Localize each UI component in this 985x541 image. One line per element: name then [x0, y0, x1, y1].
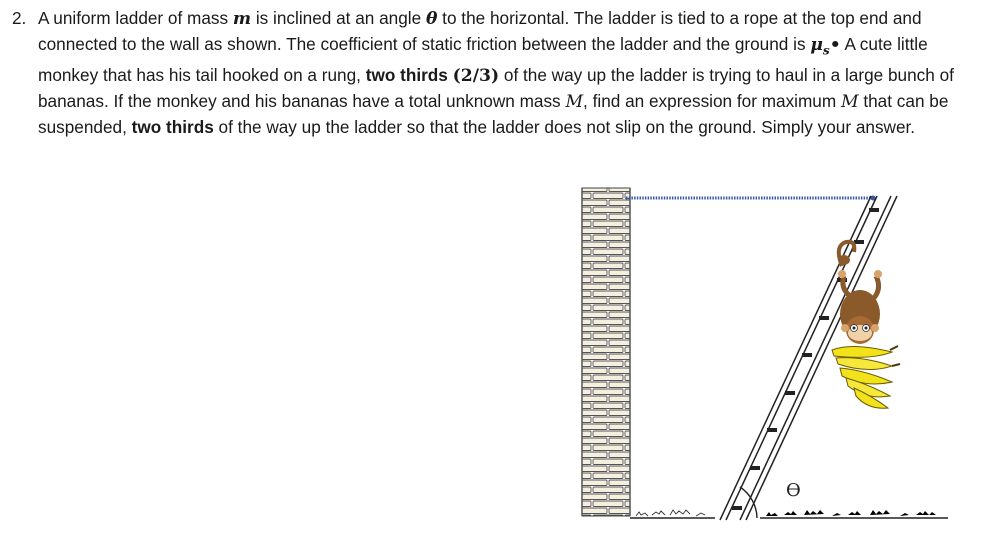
angle-label: ϴ: [786, 480, 801, 501]
ladder-figure: [560, 178, 980, 536]
mu-subscript: s: [822, 43, 830, 58]
text-segment: of the way up the ladder is trying to haul in a large bunch of bananas. If the monkey and his bananas have a total unknown mass: [38, 65, 954, 112]
text-segment: is inclined at an angle: [251, 8, 426, 28]
monkey-mass-symbol: M: [565, 92, 584, 113]
problem-text: [38, 6, 972, 140]
mu-dot: •: [829, 35, 841, 55]
friction-coefficient-symbol: [810, 35, 841, 58]
text-segment: to the horizontal. The ladder is tied to a rope at the top end and connected to the wall as shown. The coefficient of static friction between the ladder and the ground is: [38, 8, 922, 54]
mu-symbol: μ: [810, 35, 823, 55]
problem-number: 2.: [12, 8, 27, 28]
bold-phrase: two thirds: [365, 65, 448, 86]
angle-symbol: θ: [425, 9, 438, 29]
text-segment: A cute little monkey that has his tail hooked on a rung,: [38, 34, 928, 86]
brick-wall: [582, 188, 630, 516]
text-segment: , find an expression for maximum: [583, 91, 841, 112]
mass-symbol: m: [232, 9, 252, 29]
monkey-icon: [838, 242, 882, 344]
bold-phrase: two thirds: [131, 117, 214, 138]
monkey-mass-symbol: M: [840, 92, 859, 113]
text-segment: that can be suspended,: [38, 91, 949, 138]
fraction: (2/3): [452, 66, 500, 87]
bananas-icon: [832, 346, 900, 408]
problem-statement: [12, 6, 972, 140]
text-segment: A uniform ladder of mass: [38, 8, 233, 28]
text-segment: of the way up the ladder so that the ladder does not slip on the ground. Simply your answer.: [213, 117, 916, 138]
ladder: [720, 196, 897, 520]
ground: [630, 510, 948, 518]
